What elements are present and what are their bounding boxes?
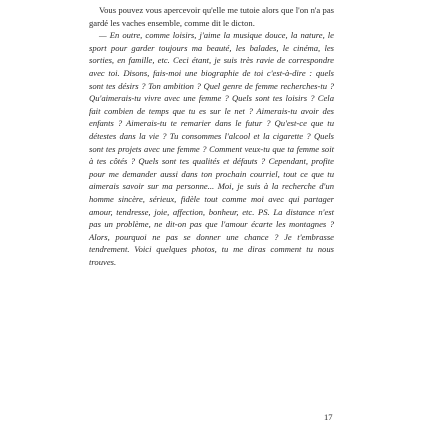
page-number: 17 [324,412,333,422]
body-text [89,4,334,268]
paragraph-intro-text: Vous pouvez vous apercevoir qu'elle me tutoie alors que l'on n'a pas gardé les vaches ensemble, comme dit le dicton. [89,5,334,28]
paragraph-letter-text: En outre, comme loisirs, j'aime la musique douce, la nature, le sport pour garder toujours ma beauté, les balades, le cinéma, les sorties, en famille, etc. Ceci étant, je suis très ravie de correspondre avec toi. Disons, fais-moi une biographie de toi c'est-à-dire : quels sont tes désirs ? Ton ambition ? Quel genre de femme recherches-tu ? Qu'aimerais-tu vivre avec une femme ? Quels sont tes loisirs ? Cela fait combien de temps que tu es sur le net ? Aimerais-tu avoir des enfants ? Aimerais-tu te remarier dans le futur ? Qu'est-ce que tu détestes dans la vie ? Tu consommes l'alcool et la cigarette ? Quels sont tes projets avec une femme ? Comment veux-tu que ta femme soit à tes côtés ? Quels sont tes qualités et défauts ? Cependant, profite pour me demander aussi dans ton prochain courriel, tout ce que tu aimerais savoir sur ma personne... Moi, je suis à la recherche d'un homme sincère, sérieux, fidèle tout comme moi avec qui partager amour, tendresse, joie, affection, bonheur, etc. PS. La distance n'est pas un problème, ne dit-on pas que l'amour écarte les montagnes ? Alors, pourquoi ne pas se donner une chance ? Je t'embrasse tendrement. Voici quelques photos, tu me diras comment tu nous trouves. [89,30,334,267]
paragraph-intro [89,4,334,29]
paragraph-dash: — [99,30,110,41]
paragraph-letter [89,29,334,268]
